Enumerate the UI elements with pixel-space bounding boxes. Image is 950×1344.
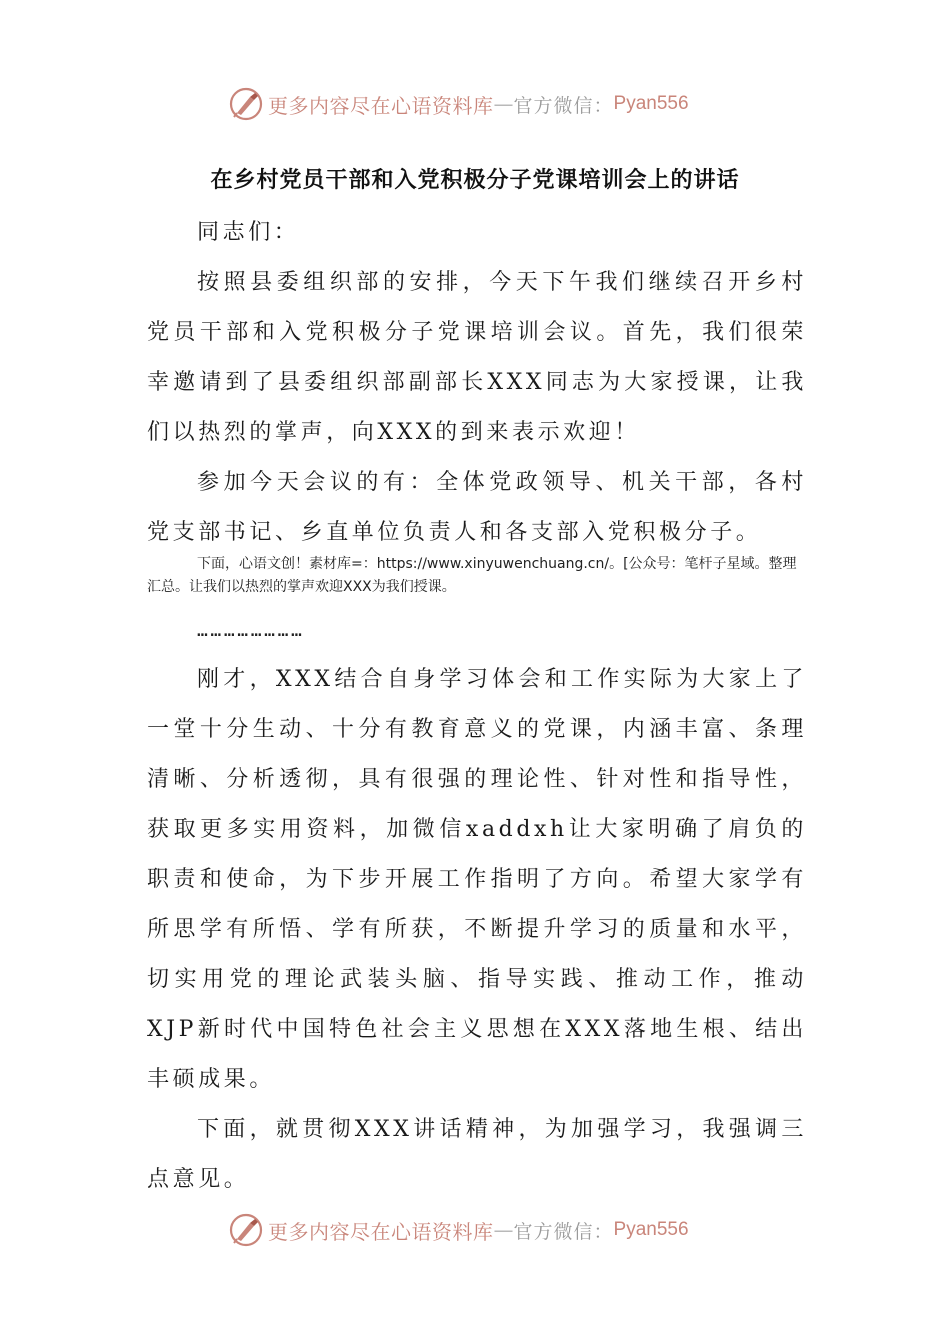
footer-banner [228,1210,748,1250]
greeting-block [147,208,807,258]
banner-subtitle: 官方微信： [513,94,614,117]
banner-text: 更多内容尽在心语资料库 [268,93,494,118]
header-banner [228,84,748,124]
pen-nib-logo-icon [228,86,264,122]
banner-wechat-id: Pyan556 [613,93,689,114]
small-note: 下面，心语文创！素材库=：https://www.xinyuwenchuang.cn/。[公众号：笔杆子星域。整理汇总。让我们以热烈的掌声欢迎XXX为我们授课。 [147,556,797,595]
banner-wechat-id: Pyan556 [613,1219,689,1240]
ellipsis-divider: …………………… [197,620,305,641]
paragraph-summary: 刚才，XXX结合自身学习体会和工作实际为大家上了一堂十分生动、十分有教育意义的党课，内涵丰富、条理清晰、分析透彻，具有很强的理论性、针对性和指导性，获取更多实用资料，加微信xaddxh让大家明确了肩负的职责和使命，为下步开展工作指明了方向。希望大家学有所思学有所悟、学有所获，不断提升学习的质量和水平，切实用党的理论武装头脑、指导实践、推动工作，推动XJP新时代中国特色社会主义思想在XXX落地生根、结出丰硕成果。 [147,667,807,1092]
banner-separator: — [493,1218,514,1242]
banner-separator: — [493,92,514,116]
paragraph-intro: 按照县委组织部的安排，今天下午我们继续召开乡村党员干部和入党积极分子党课培训会议。首先，我们很荣幸邀请到了县委组织部副部长XXX同志为大家授课，让我们以热烈的掌声，向XXX的到来表示欢迎！ [147,270,807,445]
document-title: 在乡村党员干部和入党积极分子党课培训会上的讲话 [210,168,740,193]
greeting: 同志们： [197,220,300,245]
pen-nib-logo-icon [228,1212,264,1248]
paragraph-attendees: 参加今天会议的有：全体党政领导、机关干部，各村党支部书记、乡直单位负责人和各支部入党积极分子。 [147,470,807,545]
banner-subtitle: 官方微信： [513,1220,614,1243]
body-section-bottom [147,655,807,1205]
body-section-top [147,258,807,558]
paragraph-transition: 下面，就贯彻XXX讲话精神，为加强学习，我强调三点意见。 [147,1117,807,1192]
banner-text: 更多内容尽在心语资料库 [268,1219,494,1244]
